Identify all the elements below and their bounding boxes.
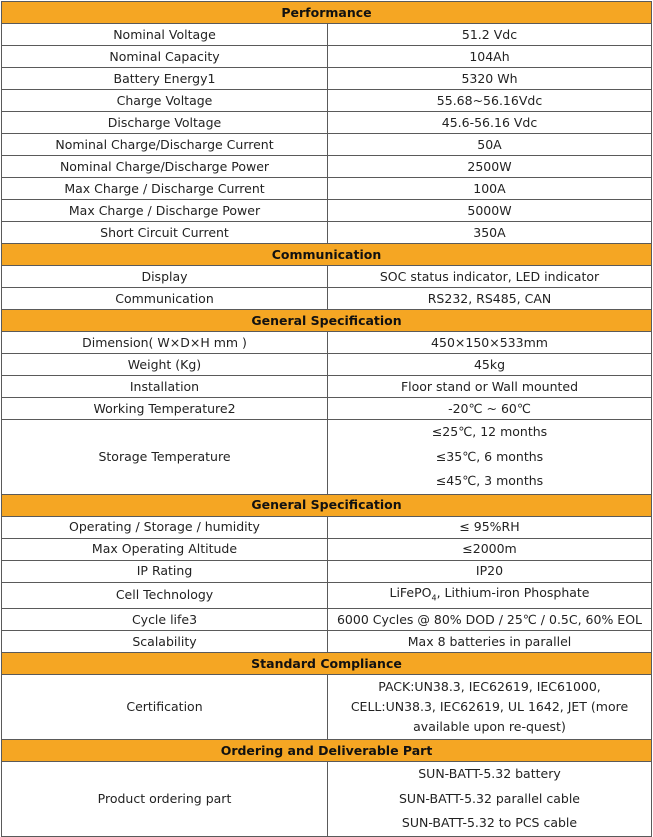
cell-desc: , Lithium-iron Phosphate (436, 584, 590, 600)
section-title: Performance (2, 2, 652, 24)
spec-value: 350A (328, 222, 652, 244)
table-row (2, 376, 652, 398)
spec-label: Communication (2, 288, 328, 310)
spec-label: Certification (2, 675, 328, 740)
table-row (2, 178, 652, 200)
section-title: General Specification (2, 310, 652, 332)
spec-value: Max 8 batteries in parallel (328, 631, 652, 653)
section-title: Communication (2, 244, 652, 266)
spec-value: SUN-BATT-5.32 to PCS cable (401, 815, 578, 830)
spec-value: 104Ah (328, 46, 652, 68)
spec-label: Max Operating Altitude (2, 538, 328, 560)
table-row-certification (2, 675, 652, 740)
spec-value: Floor stand or Wall mounted (328, 376, 652, 398)
spec-label: Working Temperature2 (2, 398, 328, 420)
spec-label: Display (2, 266, 328, 288)
spec-value: 6000 Cycles @ 80% DOD / 25℃ / 0.5C, 60% EOL (328, 609, 652, 631)
section-title: Ordering and Deliverable Part (2, 740, 652, 762)
spec-label: Nominal Charge/Discharge Power (2, 156, 328, 178)
table-row (2, 46, 652, 68)
spec-value-list (328, 420, 652, 495)
spec-label: Max Charge / Discharge Current (2, 178, 328, 200)
spec-value (328, 582, 652, 609)
spec-value: ≤35℃, 6 months (435, 448, 544, 464)
table-row (2, 24, 652, 46)
table-row (2, 134, 652, 156)
table-row (2, 609, 652, 631)
spec-label: Dimension( W×D×H mm ) (2, 332, 328, 354)
spec-label: IP Rating (2, 560, 328, 582)
spec-label: Discharge Voltage (2, 112, 328, 134)
spec-value: ≤25℃, 12 months (431, 424, 548, 439)
table-row (2, 560, 652, 582)
table-row (2, 112, 652, 134)
spec-value: ≤45℃, 3 months (435, 473, 544, 488)
spec-value: SUN-BATT-5.32 battery (418, 766, 561, 781)
spec-value: 55.68~56.16Vdc (328, 90, 652, 112)
spec-label: Max Charge / Discharge Power (2, 200, 328, 222)
table-row (2, 200, 652, 222)
table-row (2, 516, 652, 538)
section-header-ordering (2, 740, 652, 762)
table-row (2, 332, 652, 354)
spec-label: Cell Technology (2, 582, 328, 609)
spec-label: Nominal Voltage (2, 24, 328, 46)
section-header-general-specification (2, 310, 652, 332)
spec-label: Cycle life3 (2, 609, 328, 631)
spec-value: 50A (328, 134, 652, 156)
cell-chem: LiFePO (389, 584, 432, 600)
spec-value: 5000W (328, 200, 652, 222)
spec-label: Short Circuit Current (2, 222, 328, 244)
table-row (2, 538, 652, 560)
spec-value: IP20 (328, 560, 652, 582)
spec-label: Product ordering part (2, 762, 328, 837)
table-row-ordering (2, 762, 652, 837)
spec-value: ≤2000m (328, 538, 652, 560)
spec-value: 45kg (328, 354, 652, 376)
spec-value: PACK:UN38.3, IEC62619, IEC61000, CELL:UN38.3, IEC62619, UL 1642, JET (more available upon re-quest) (328, 675, 652, 740)
spec-label: Nominal Charge/Discharge Current (2, 134, 328, 156)
cell-subscript: 4 (431, 593, 437, 602)
table-row (2, 222, 652, 244)
spec-value: SUN-BATT-5.32 parallel cable (399, 790, 580, 806)
section-header-general-specification-2 (2, 494, 652, 516)
spec-table (1, 1, 652, 837)
section-title: General Specification (2, 494, 652, 516)
spec-value: 100A (328, 178, 652, 200)
section-header-communication (2, 244, 652, 266)
table-row (2, 266, 652, 288)
spec-value: 450×150×533mm (328, 332, 652, 354)
spec-value-list (328, 762, 652, 837)
spec-value: 5320 Wh (328, 68, 652, 90)
spec-label: Operating / Storage / humidity (2, 516, 328, 538)
table-row (2, 398, 652, 420)
table-row-storage (2, 420, 652, 495)
spec-value: ≤ 95%RH (328, 516, 652, 538)
spec-label: Installation (2, 376, 328, 398)
spec-label: Battery Energy1 (2, 68, 328, 90)
spec-value: 45.6-56.16 Vdc (328, 112, 652, 134)
section-header-performance (2, 2, 652, 24)
spec-value: 2500W (328, 156, 652, 178)
spec-label: Storage Temperature (2, 420, 328, 495)
table-row-cell (2, 582, 652, 609)
spec-value: -20℃ ~ 60℃ (328, 398, 652, 420)
spec-label: Scalability (2, 631, 328, 653)
spec-label: Weight (Kg) (2, 354, 328, 376)
spec-value: RS232, RS485, CAN (328, 288, 652, 310)
table-row (2, 354, 652, 376)
spec-value: 51.2 Vdc (328, 24, 652, 46)
spec-label: Charge Voltage (2, 90, 328, 112)
section-header-standard-compliance (2, 653, 652, 675)
spec-value: SOC status indicator, LED indicator (328, 266, 652, 288)
table-row (2, 90, 652, 112)
table-row (2, 68, 652, 90)
table-row (2, 156, 652, 178)
section-title: Standard Compliance (2, 653, 652, 675)
table-row (2, 631, 652, 653)
table-row (2, 288, 652, 310)
spec-label: Nominal Capacity (2, 46, 328, 68)
